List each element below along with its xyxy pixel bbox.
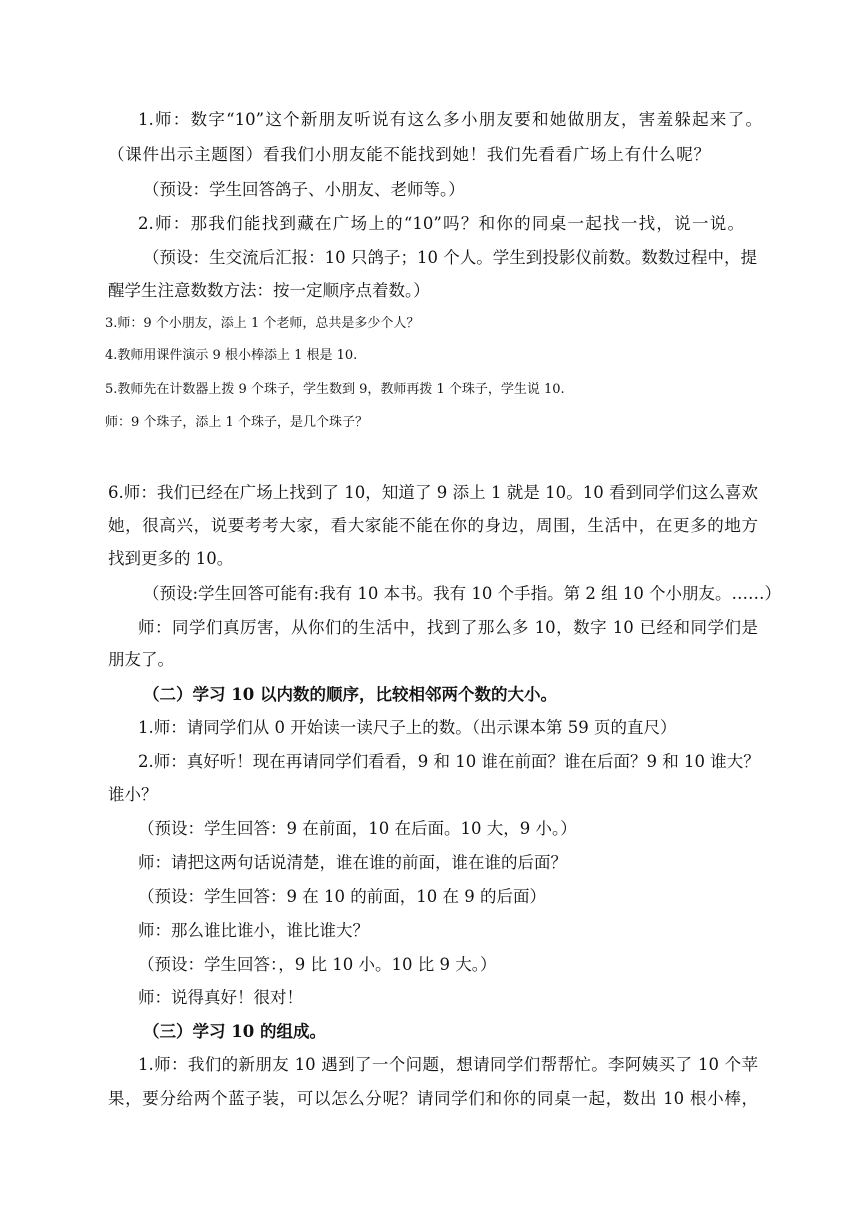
paragraph-line: 找到更多的 10。 (108, 549, 234, 568)
paragraph-line: 师：同学们真厉害，从你们的生活中，找到了那么多 10，数字 10 已经和同学们是 (138, 618, 758, 637)
paragraph-line: 1.师：请同学们从 0 开始读一读尺子上的数。（出示课本第 59 页的直尺） (138, 718, 677, 737)
paragraph-line: 1.师：数字“10”这个新朋友听说有这么多小朋友要和她做朋友，害羞躲起来了。 (138, 110, 762, 129)
paragraph-line: 醒学生注意数数方法：按一定顺序点着数。） (108, 281, 430, 300)
paragraph-line: （预设：学生回答鸽子、小朋友、老师等。） (143, 180, 465, 199)
paragraph-line: 6.师：我们已经在广场上找到了 10，知道了 9 添上 1 就是 10。10 看到同学们这么喜欢 (108, 483, 758, 502)
paragraph-line: （预设：学生回答：9 在 10 的前面，10 在 9 的后面） (138, 887, 546, 906)
paragraph-line: 朋友了。 (108, 650, 174, 669)
paragraph-line: 谁小？ (108, 785, 158, 804)
paragraph-line: （预设:学生回答可能有:我有 10 本书。我有 10 个手指。第 2 组 10 个小朋友。……） (143, 584, 782, 603)
paragraph-line: （预设：学生回答：，9 比 10 小。10 比 9 大。） (138, 955, 497, 974)
section-heading: （三）学习 10 的组成。 (143, 1022, 326, 1041)
paragraph-line: 师：说得真好！很对！ (138, 988, 303, 1007)
paragraph-line: 果，要分给两个蓝子装，可以怎么分呢？请同学们和你的同桌一起，数出 10 根小棒， (108, 1089, 758, 1108)
paragraph-line: 她，很高兴，说要考考大家，看大家能不能在你的身边，周围，生活中，在更多的地方 (108, 516, 758, 535)
paragraph-line: 2.师：真好听！现在再请同学们看看，9 和 10 谁在前面？谁在后面？9 和 10 谁大？ (138, 752, 760, 771)
paragraph-line: 4.教师用课件演示 9 根小棒添上 1 根是 10. (105, 348, 358, 363)
paragraph-line: 1.师：我们的新朋友 10 遇到了一个问题，想请同学们帮帮忙。李阿姨买了 10 个苹 (138, 1055, 758, 1074)
paragraph-line: 师：9 个珠子，添上 1 个珠子，是几个珠子？ (105, 415, 368, 430)
section-heading: （二）学习 10 以内数的顺序，比较相邻两个数的大小。 (143, 685, 557, 704)
paragraph-line: （预设：学生回答：9 在前面，10 在后面。10 大，9 小。） (138, 819, 577, 838)
paragraph-line: 5.教师先在计数器上拨 9 个珠子，学生数到 9，教师再拨 1 个珠子，学生说 10. (105, 382, 565, 397)
paragraph-line: （预设：生交流后汇报：10 只鸽子；10 个人。学生到投影仪前数。数数过程中，提 (143, 248, 757, 267)
paragraph-line: 3.师：9 个小朋友，添上 1 个老师，总共是多少个人？ (105, 316, 420, 331)
paragraph-line: 师：那么谁比谁小，谁比谁大？ (138, 921, 369, 940)
paragraph-line: 2.师：那我们能找到藏在广场上的“10”吗？和你的同桌一起找一找，说一说。 (138, 214, 744, 233)
paragraph-line: 师：请把这两句话说清楚，谁在谁的前面，谁在谁的后面？ (138, 853, 567, 872)
paragraph-line: （课件出示主题图）看我们小朋友能不能找到她！我们先看看广场上有什么呢？ (108, 145, 710, 164)
